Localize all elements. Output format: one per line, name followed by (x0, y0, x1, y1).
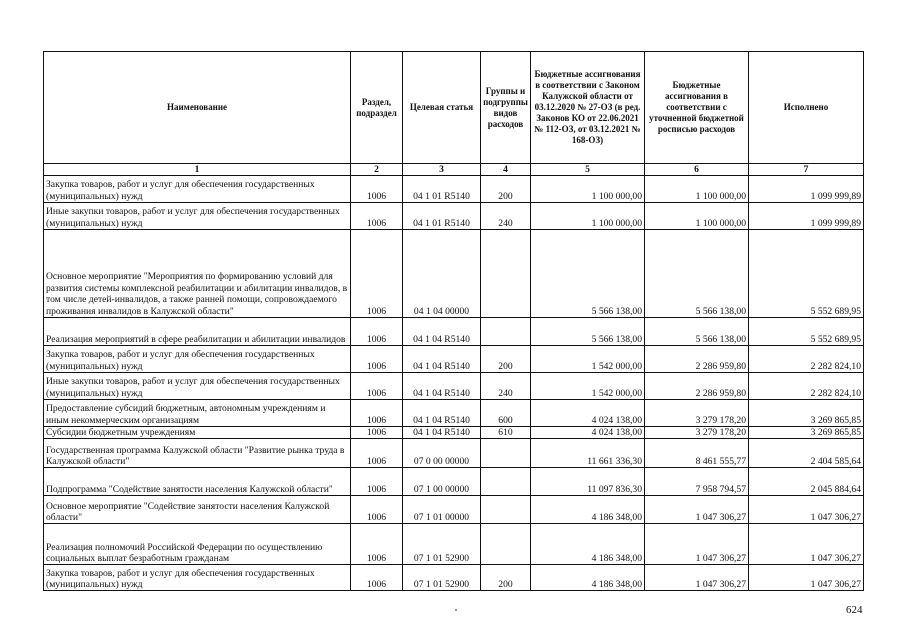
table-row (44, 565, 864, 591)
page-number: 624 (846, 604, 863, 616)
header-name: Наименование (44, 52, 351, 164)
header-row (44, 52, 864, 164)
cell-law-amount: 11 661 336,30 (531, 439, 645, 468)
table-row (44, 230, 864, 318)
cell-executed-amount: 3 269 865,85 (749, 427, 864, 439)
table-row (44, 176, 864, 203)
cell-section: 1006 (351, 439, 403, 468)
cell-refined-amount: 7 958 794,57 (645, 468, 749, 496)
cell-group (481, 496, 531, 524)
cell-section: 1006 (351, 427, 403, 439)
cell-section: 1006 (351, 318, 403, 346)
cell-name: Подпрограмма "Содействие занятости населения Калужской области" (44, 468, 351, 496)
cell-refined-amount: 3 279 178,20 (645, 400, 749, 427)
cell-law-amount: 1 542 000,00 (531, 373, 645, 400)
cell-section: 1006 (351, 496, 403, 524)
cell-executed-amount: 1 047 306,27 (749, 524, 864, 565)
header-law-allocations: Бюджетные ассигнования в соответствии с Законом Калужской области от 03.12.2020 № 27-ОЗ (в ред. Законов КО от 22.06.2021 № 112-ОЗ, от 03.12.2021 № 168-ОЗ) (531, 52, 645, 164)
cell-target: 04 1 01 R5140 (403, 203, 481, 230)
cell-group: 610 (481, 427, 531, 439)
cell-section: 1006 (351, 176, 403, 203)
cell-executed-amount: 1 099 999,89 (749, 176, 864, 203)
cell-group: 200 (481, 176, 531, 203)
cell-law-amount: 4 186 348,00 (531, 524, 645, 565)
cell-executed-amount: 5 552 689,95 (749, 318, 864, 346)
cell-section: 1006 (351, 346, 403, 373)
cell-executed-amount: 2 282 824,10 (749, 346, 864, 373)
cell-section: 1006 (351, 373, 403, 400)
cell-group (481, 524, 531, 565)
table-row (44, 346, 864, 373)
cell-section: 1006 (351, 524, 403, 565)
cell-executed-amount: 2 282 824,10 (749, 373, 864, 400)
cell-target: 04 1 01 R5140 (403, 176, 481, 203)
cell-group: 240 (481, 203, 531, 230)
cell-executed-amount: 2 045 884,64 (749, 468, 864, 496)
cell-target: 04 1 04 R5140 (403, 373, 481, 400)
cell-law-amount: 4 186 348,00 (531, 565, 645, 591)
table-row (44, 496, 864, 524)
cell-law-amount: 4 024 138,00 (531, 427, 645, 439)
cell-law-amount: 1 100 000,00 (531, 176, 645, 203)
cell-group: 240 (481, 373, 531, 400)
col-number: 7 (749, 164, 864, 176)
cell-group (481, 439, 531, 468)
table-row (44, 468, 864, 496)
header-group: Группы и подгруппы видов расходов (481, 52, 531, 164)
cell-name: Закупка товаров, работ и услуг для обеспечения государственных (муниципальных) нужд (44, 565, 351, 591)
header-section: Раздел, подраздел (351, 52, 403, 164)
header-executed: Исполнено (749, 52, 864, 164)
col-number: 3 (403, 164, 481, 176)
cell-section: 1006 (351, 230, 403, 318)
column-number-row (44, 164, 864, 176)
cell-target: 04 1 04 00000 (403, 230, 481, 318)
cell-group: 200 (481, 565, 531, 591)
cell-group: 600 (481, 400, 531, 427)
cell-law-amount: 5 566 138,00 (531, 230, 645, 318)
cell-refined-amount: 1 047 306,27 (645, 496, 749, 524)
cell-refined-amount: 1 047 306,27 (645, 524, 749, 565)
cell-executed-amount: 3 269 865,85 (749, 400, 864, 427)
table-row (44, 400, 864, 427)
cell-group: 200 (481, 346, 531, 373)
scan-speck (455, 609, 457, 611)
cell-refined-amount: 1 047 306,27 (645, 565, 749, 591)
cell-group (481, 318, 531, 346)
cell-target: 04 1 04 R5140 (403, 346, 481, 373)
cell-name: Реализация мероприятий в сфере реабилитации и абилитации инвалидов (44, 318, 351, 346)
table-row (44, 318, 864, 346)
cell-law-amount: 11 097 836,30 (531, 468, 645, 496)
table-row (44, 524, 864, 565)
col-number: 5 (531, 164, 645, 176)
cell-section: 1006 (351, 203, 403, 230)
cell-section: 1006 (351, 565, 403, 591)
cell-refined-amount: 3 279 178,20 (645, 427, 749, 439)
cell-name: Реализация полномочий Российской Федерации по осуществлению социальных выплат безработным гражданам (44, 524, 351, 565)
cell-name: Иные закупки товаров, работ и услуг для обеспечения государственных (муниципальных) нужд (44, 203, 351, 230)
cell-refined-amount: 1 100 000,00 (645, 203, 749, 230)
cell-refined-amount: 2 286 959,80 (645, 346, 749, 373)
cell-law-amount: 5 566 138,00 (531, 318, 645, 346)
cell-target: 07 0 00 00000 (403, 439, 481, 468)
col-number: 1 (44, 164, 351, 176)
col-number: 4 (481, 164, 531, 176)
cell-target: 04 1 04 R5140 (403, 427, 481, 439)
header-refined-allocations: Бюджетные ассигнования в соответствии с уточненной бюджетной росписью расходов (645, 52, 749, 164)
header-target: Целевая статья (403, 52, 481, 164)
cell-name: Закупка товаров, работ и услуг для обеспечения государственных (муниципальных) нужд (44, 346, 351, 373)
cell-law-amount: 1 542 000,00 (531, 346, 645, 373)
cell-refined-amount: 8 461 555,77 (645, 439, 749, 468)
cell-refined-amount: 1 100 000,00 (645, 176, 749, 203)
cell-section: 1006 (351, 468, 403, 496)
cell-name: Иные закупки товаров, работ и услуг для обеспечения государственных (муниципальных) нужд (44, 373, 351, 400)
cell-law-amount: 4 186 348,00 (531, 496, 645, 524)
col-number: 2 (351, 164, 403, 176)
cell-executed-amount: 5 552 689,95 (749, 230, 864, 318)
col-number: 6 (645, 164, 749, 176)
cell-refined-amount: 5 566 138,00 (645, 230, 749, 318)
table-row (44, 427, 864, 439)
table-row (44, 203, 864, 230)
cell-law-amount: 1 100 000,00 (531, 203, 645, 230)
cell-target: 07 1 01 52900 (403, 524, 481, 565)
cell-target: 07 1 00 00000 (403, 468, 481, 496)
cell-target: 04 1 04 R5140 (403, 318, 481, 346)
cell-refined-amount: 5 566 138,00 (645, 318, 749, 346)
cell-group (481, 468, 531, 496)
cell-target: 07 1 01 00000 (403, 496, 481, 524)
cell-executed-amount: 1 047 306,27 (749, 496, 864, 524)
cell-name: Субсидии бюджетным учреждениям (44, 427, 351, 439)
budget-table (43, 51, 864, 591)
cell-executed-amount: 1 047 306,27 (749, 565, 864, 591)
cell-executed-amount: 2 404 585,64 (749, 439, 864, 468)
table-row (44, 373, 864, 400)
cell-name: Основное мероприятие "Содействие занятости населения Калужской области" (44, 496, 351, 524)
cell-law-amount: 4 024 138,00 (531, 400, 645, 427)
cell-name: Закупка товаров, работ и услуг для обеспечения государственных (муниципальных) нужд (44, 176, 351, 203)
cell-name: Предоставление субсидий бюджетным, автономным учреждениям и иным некоммерческим организациям (44, 400, 351, 427)
cell-group (481, 230, 531, 318)
cell-section: 1006 (351, 400, 403, 427)
cell-name: Основное мероприятие "Мероприятия по формированию условий для развития системы комплексной реабилитации и абилитации инвалидов, в том числе детей-инвалидов, а также ранней помощи, сопровождаемого проживания инвалидов в Калужской области" (44, 230, 351, 318)
cell-target: 07 1 01 52900 (403, 565, 481, 591)
cell-name: Государственная программа Калужской области "Развитие рынка труда в Калужской области" (44, 439, 351, 468)
table-row (44, 439, 864, 468)
cell-refined-amount: 2 286 959,80 (645, 373, 749, 400)
cell-target: 04 1 04 R5140 (403, 400, 481, 427)
cell-executed-amount: 1 099 999,89 (749, 203, 864, 230)
